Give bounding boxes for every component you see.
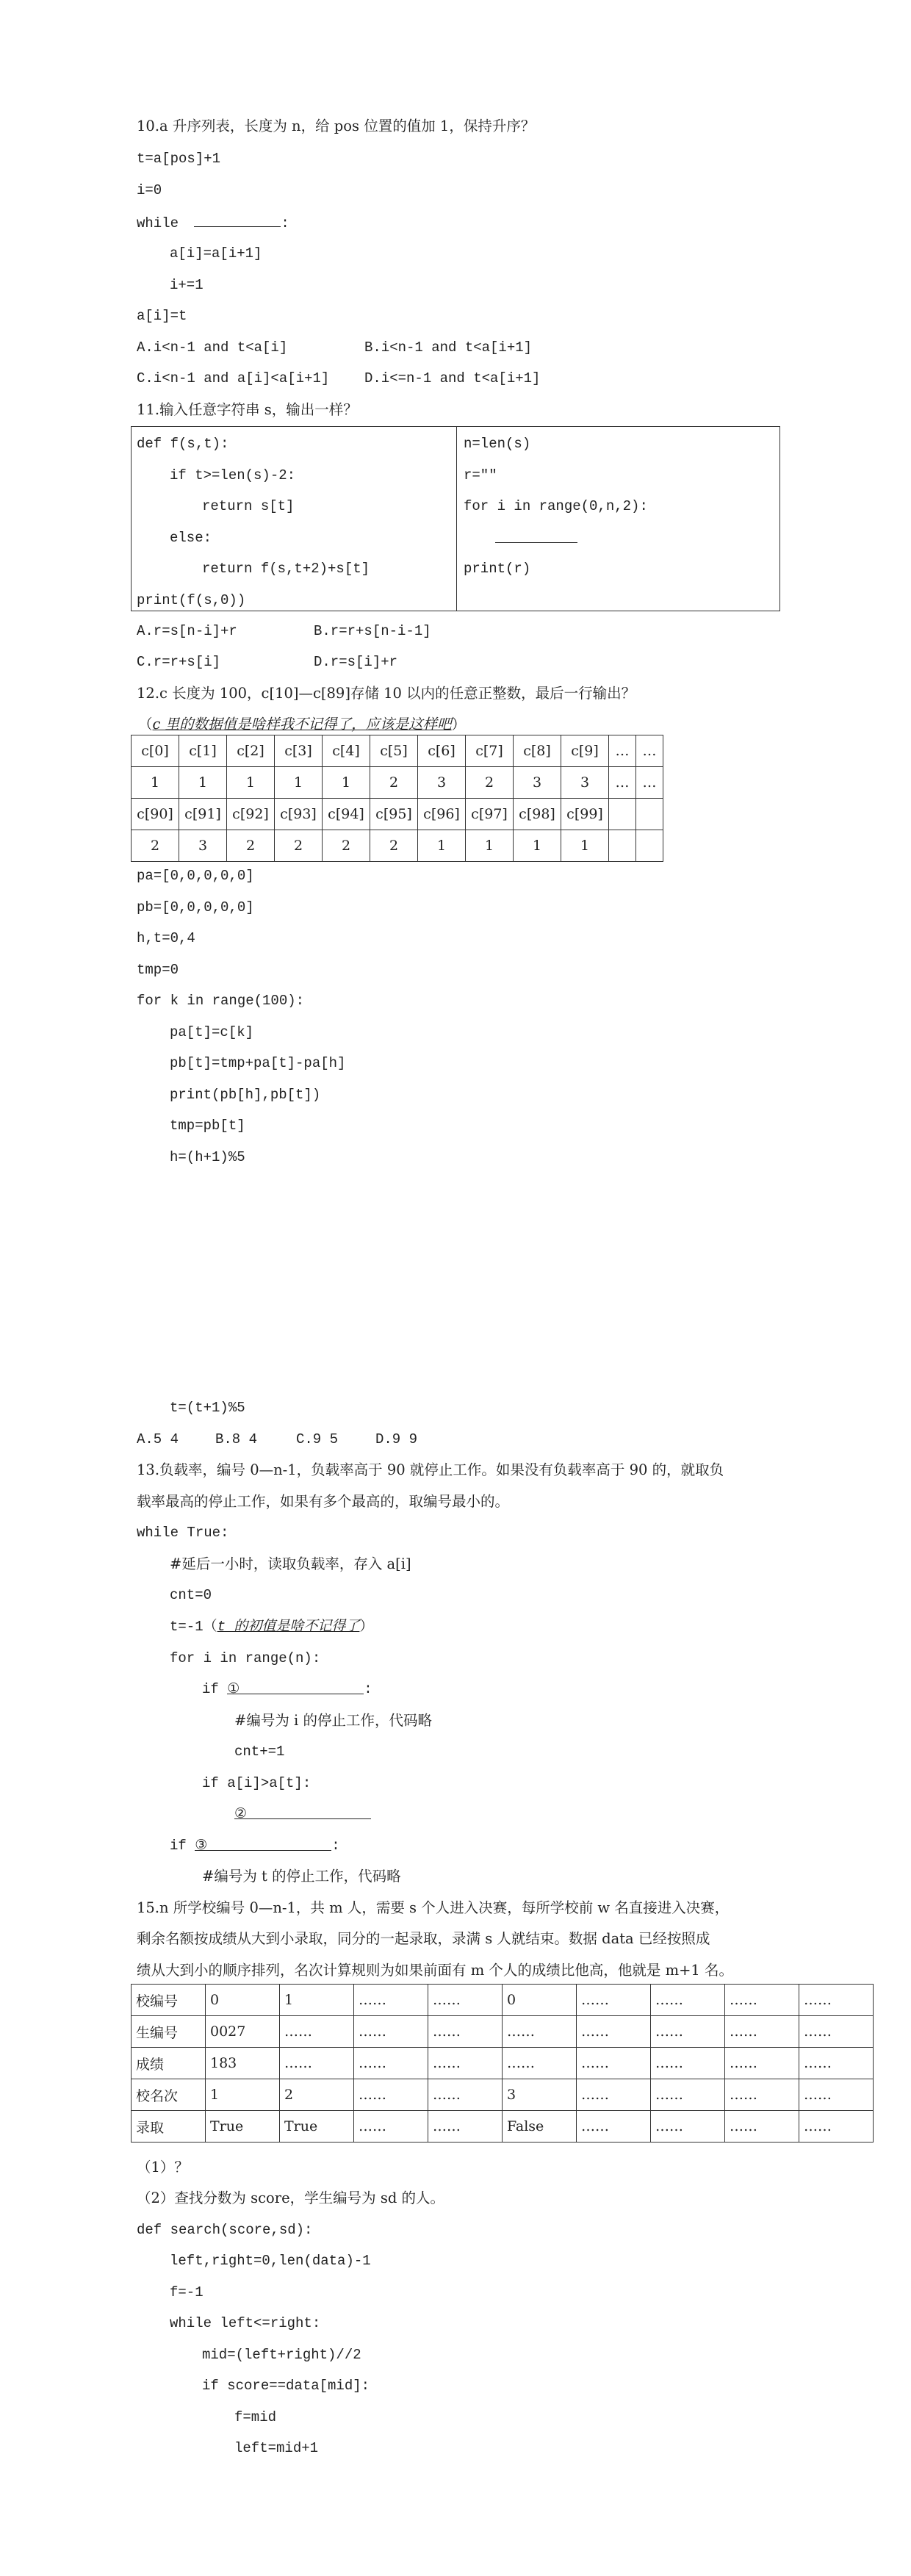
table-cell: 校名次	[132, 2079, 206, 2111]
q12-code-line: t=(t+1)%5	[170, 1400, 245, 1416]
table-cell: ……	[428, 1985, 503, 2016]
table-cell: ……	[725, 2079, 799, 2111]
table-cell: c[92]	[227, 799, 275, 830]
table-cell: ……	[577, 1985, 651, 2016]
table-cell: 2	[370, 767, 418, 799]
q13-code-line	[234, 1805, 371, 1823]
q13-code-line	[170, 1618, 373, 1636]
table-cell: 0027	[206, 2016, 280, 2048]
table-cell: True	[206, 2111, 280, 2143]
table-cell: ……	[651, 2016, 725, 2048]
q15-sub1: （1）？	[137, 2159, 189, 2176]
table-cell: c[96]	[418, 799, 466, 830]
table-cell	[636, 799, 663, 830]
q11-left-code: return s[t]	[202, 498, 295, 514]
q15-code-line: mid=(left+right)//2	[202, 2347, 361, 2363]
table-cell: c[8]	[514, 735, 561, 767]
table-row	[132, 735, 663, 767]
q13-code-line: if a[i]>a[t]:	[202, 1775, 312, 1791]
q15-code-line: left=mid+1	[234, 2440, 319, 2456]
q13-colon: :	[364, 1681, 372, 1697]
table-cell: 3	[561, 767, 609, 799]
table-cell: ……	[354, 1985, 428, 2016]
table-cell: 1	[179, 767, 227, 799]
q11-right-code: r=""	[464, 467, 497, 483]
q15-code-line: if score==data[mid]:	[202, 2378, 370, 2394]
q13-code-line: while True:	[137, 1525, 229, 1541]
q12-title: 12.c 长度为 100，c[10]—c[89]存储 10 以内的任意正整数，最后一行输出？	[137, 685, 636, 702]
table-cell: ……	[503, 2016, 577, 2048]
table-cell: ……	[428, 2016, 503, 2048]
q12-code-line: pb[t]=tmp+pa[t]-pa[h]	[170, 1055, 346, 1071]
table-cell: 2	[275, 830, 323, 862]
table-cell: 1	[514, 830, 561, 862]
q10-code-line	[137, 213, 289, 232]
q12-code-line: tmp=0	[137, 962, 179, 978]
q13-code-line	[170, 1837, 340, 1854]
q11-right-code: n=len(s)	[464, 436, 531, 452]
table-cell: 2	[132, 830, 179, 862]
q15-code-line: f=-1	[170, 2284, 204, 2300]
q13-title-line: 13.负载率，编号 0—n-1，负载率高于 90 就停止工作。如果没有负载率高于 90 的，就取负	[137, 1461, 724, 1478]
q12-note-close: ）	[451, 716, 467, 733]
table-cell: c[91]	[179, 799, 227, 830]
q10-colon: :	[281, 215, 289, 231]
table-cell: 1	[466, 830, 514, 862]
table-cell: c[97]	[466, 799, 514, 830]
q10-option-a: A.i<n-1 and t<a[i]	[137, 339, 288, 356]
q11-option-a: A.r=s[n-i]+r	[137, 623, 237, 639]
table-row	[132, 2079, 874, 2111]
q13-colon: :	[331, 1838, 340, 1854]
q13-code-line: for i in range(n):	[170, 1650, 321, 1666]
table-cell: ……	[799, 2016, 874, 2048]
table-cell: ……	[428, 2079, 503, 2111]
table-cell: c[98]	[514, 799, 561, 830]
table-cell: c[94]	[323, 799, 370, 830]
table-cell: ……	[799, 2048, 874, 2079]
table-cell: ……	[725, 2016, 799, 2048]
table-cell: 1	[418, 830, 466, 862]
table-cell: ……	[280, 2016, 354, 2048]
table-cell: ……	[651, 2079, 725, 2111]
table-cell: …	[636, 735, 663, 767]
q11-left-code: if t>=len(s)-2:	[170, 467, 296, 483]
table-cell: c[0]	[132, 735, 179, 767]
q13-code-comment: #延后一小时，读取负载率，存入 a[i]	[170, 1555, 411, 1572]
q11-divider	[456, 426, 457, 611]
q13-t-note: t 的初值是啥不记得了	[217, 1619, 360, 1635]
table-cell: 3	[179, 830, 227, 862]
table-row	[132, 2048, 874, 2079]
q12-note-text: c 里的数据值是啥样我不记得了，应该是这样吧	[152, 716, 452, 733]
table-cell: 2	[280, 2079, 354, 2111]
q10-option-d: D.i<=n-1 and t<a[i+1]	[364, 370, 541, 386]
table-cell: c[93]	[275, 799, 323, 830]
q15-title-line: 绩从大到小的顺序排列，名次计算规则为如果前面有 m 个人的成绩比他高，他就是 m+1 名。	[137, 1962, 734, 1979]
q11-right-code: print(r)	[464, 561, 531, 577]
table-cell: 183	[206, 2048, 280, 2079]
table-cell: ……	[577, 2079, 651, 2111]
table-cell: 2	[466, 767, 514, 799]
table-cell: ……	[651, 2111, 725, 2143]
table-cell: ……	[503, 2048, 577, 2079]
table-cell: 1	[280, 1985, 354, 2016]
q12-code-line: tmp=pb[t]	[170, 1118, 245, 1134]
table-cell: 3	[418, 767, 466, 799]
table-cell: 1	[561, 830, 609, 862]
q15-code-line: left,right=0,len(data)-1	[170, 2253, 371, 2269]
q12-code-line: pa=[0,0,0,0,0]	[137, 868, 254, 884]
q11-left-code: else:	[170, 530, 212, 546]
table-row	[132, 767, 663, 799]
q10-code-line: i=0	[137, 182, 162, 198]
q11-code-box	[131, 426, 780, 611]
q12-code-line: h,t=0,4	[137, 930, 195, 946]
table-cell: 1	[227, 767, 275, 799]
q11-left-code: print(f(s,0))	[137, 592, 246, 608]
table-cell: 3	[514, 767, 561, 799]
q11-title: 11.输入任意字符串 s，输出一样？	[137, 401, 358, 418]
table-cell: ……	[651, 1985, 725, 2016]
table-cell: c[99]	[561, 799, 609, 830]
table-cell: 校编号	[132, 1985, 206, 2016]
q15-data-table	[131, 1984, 874, 2143]
table-cell: 录取	[132, 2111, 206, 2143]
q12-c-table	[131, 735, 663, 862]
q13-t-close: ）	[359, 1619, 374, 1635]
q11-right-code: for i in range(0,n,2):	[464, 498, 648, 514]
table-cell: c[2]	[227, 735, 275, 767]
table-row	[132, 799, 663, 830]
q15-code-line: f=mid	[234, 2409, 277, 2425]
table-cell: 1	[275, 767, 323, 799]
q11-option-c: C.r=r+s[i]	[137, 654, 221, 670]
table-row	[132, 2016, 874, 2048]
table-cell: c[6]	[418, 735, 466, 767]
table-cell: ……	[354, 2111, 428, 2143]
table-cell: 生编号	[132, 2016, 206, 2048]
q15-code-line: def search(score,sd):	[137, 2222, 313, 2238]
q12-note-open: （	[138, 716, 153, 733]
table-cell: ……	[799, 2111, 874, 2143]
q15-title-line: 剩余名额按成绩从大到小录取，同分的一起录取，录满 s 人就结束。数据 data 已经按照成	[137, 1930, 710, 1947]
q10-option-c: C.i<n-1 and a[i]<a[i+1]	[137, 370, 330, 386]
q13-blank-2-label: ②	[234, 1806, 248, 1822]
table-cell: ……	[651, 2048, 725, 2079]
table-cell: 0	[206, 1985, 280, 2016]
table-cell: …	[609, 767, 636, 799]
q15-sub2: （2）查找分数为 score，学生编号为 sd 的人。	[137, 2190, 445, 2206]
q10-code-line: i+=1	[170, 277, 204, 293]
table-cell: 2	[227, 830, 275, 862]
q13-if-keyword: if	[202, 1681, 228, 1697]
table-cell: ……	[428, 2048, 503, 2079]
table-cell: 2	[323, 830, 370, 862]
table-cell: c[7]	[466, 735, 514, 767]
q11-option-d: D.r=s[i]+r	[314, 654, 398, 670]
q13-title-line: 载率最高的停止工作，如果有多个最高的，取编号最小的。	[137, 1493, 510, 1510]
q13-code-line: cnt=0	[170, 1587, 212, 1603]
q12-option-d: D.9 9	[375, 1431, 418, 1447]
table-cell: c[90]	[132, 799, 179, 830]
table-cell: True	[280, 2111, 354, 2143]
q10-while-keyword: while	[137, 215, 179, 231]
q10-code-line: t=a[pos]+1	[137, 151, 221, 167]
q11-blank	[495, 529, 577, 543]
q12-code-line: print(pb[h],pb[t])	[170, 1087, 321, 1103]
table-cell: …	[636, 767, 663, 799]
table-cell: c[5]	[370, 735, 418, 767]
table-cell	[609, 830, 636, 862]
q12-option-c: C.9 5	[296, 1431, 339, 1447]
q13-if-keyword: if	[170, 1838, 195, 1854]
table-cell: c[1]	[179, 735, 227, 767]
q12-option-a: A.5 4	[137, 1431, 179, 1447]
q11-option-b: B.r=r+s[n-i-1]	[314, 623, 431, 639]
q10-code-line: a[i]=t	[137, 308, 187, 324]
table-cell: ……	[354, 2016, 428, 2048]
table-cell	[609, 799, 636, 830]
q11-left-code: def f(s,t):	[137, 436, 229, 452]
q10-title: 10.a 升序列表，长度为 n，给 pos 位置的值加 1，保持升序？	[137, 118, 536, 134]
table-cell: ……	[428, 2111, 503, 2143]
q13-blank-1-label: ①	[227, 1681, 240, 1697]
q13-blank-2	[234, 1805, 371, 1822]
q13-code-line	[202, 1680, 372, 1698]
q13-code-comment: #编号为 t 的停止工作，代码略	[202, 1868, 401, 1885]
table-cell: ……	[799, 2079, 874, 2111]
q11-blank-line	[495, 529, 577, 547]
table-cell: ……	[725, 2111, 799, 2143]
q12-code-line: pa[t]=c[k]	[170, 1024, 254, 1040]
q15-title-line: 15.n 所学校编号 0—n-1，共 m 人，需要 s 个人进入决赛，每所学校前 w 名直接进入决赛，	[137, 1899, 730, 1916]
table-cell: ……	[799, 1985, 874, 2016]
q12-option-b: B.8 4	[215, 1431, 258, 1447]
table-row	[132, 2111, 874, 2143]
table-cell: ……	[577, 2111, 651, 2143]
table-cell: ……	[354, 2048, 428, 2079]
table-cell: c[3]	[275, 735, 323, 767]
table-cell: 0	[503, 1985, 577, 2016]
q13-blank-1	[227, 1680, 364, 1697]
q13-t-init: t=-1（	[170, 1619, 217, 1635]
table-cell: c[4]	[323, 735, 370, 767]
table-cell	[636, 830, 663, 862]
table-cell: ……	[725, 1985, 799, 2016]
q10-blank	[194, 213, 281, 227]
table-row	[132, 830, 663, 862]
table-cell: ……	[577, 2048, 651, 2079]
q12-code-line: h=(h+1)%5	[170, 1149, 245, 1165]
table-cell: ……	[725, 2048, 799, 2079]
table-row	[132, 1985, 874, 2016]
table-cell: False	[503, 2111, 577, 2143]
table-cell: 1	[132, 767, 179, 799]
q10-code-line: a[i]=a[i+1]	[170, 245, 262, 262]
table-cell: 成绩	[132, 2048, 206, 2079]
q13-blank-3	[195, 1837, 331, 1854]
q13-code-comment: #编号为 i 的停止工作，代码略	[234, 1712, 432, 1729]
q13-blank-3-label: ③	[195, 1838, 208, 1854]
q15-code-line: while left<=right:	[170, 2315, 321, 2331]
table-cell: …	[609, 735, 636, 767]
table-cell: 1	[206, 2079, 280, 2111]
q12-code-line: for k in range(100):	[137, 993, 305, 1009]
table-cell: 3	[503, 2079, 577, 2111]
q12-note	[138, 716, 466, 733]
q12-code-line: pb=[0,0,0,0,0]	[137, 899, 254, 915]
q13-code-line: cnt+=1	[234, 1744, 285, 1760]
table-cell: ……	[280, 2048, 354, 2079]
table-cell: 2	[370, 830, 418, 862]
table-cell: 1	[323, 767, 370, 799]
q10-option-b: B.i<n-1 and t<a[i+1]	[364, 339, 533, 356]
table-cell: c[9]	[561, 735, 609, 767]
table-cell: c[95]	[370, 799, 418, 830]
q11-left-code: return f(s,t+2)+s[t]	[202, 561, 370, 577]
table-cell: ……	[577, 2016, 651, 2048]
table-cell: ……	[354, 2079, 428, 2111]
